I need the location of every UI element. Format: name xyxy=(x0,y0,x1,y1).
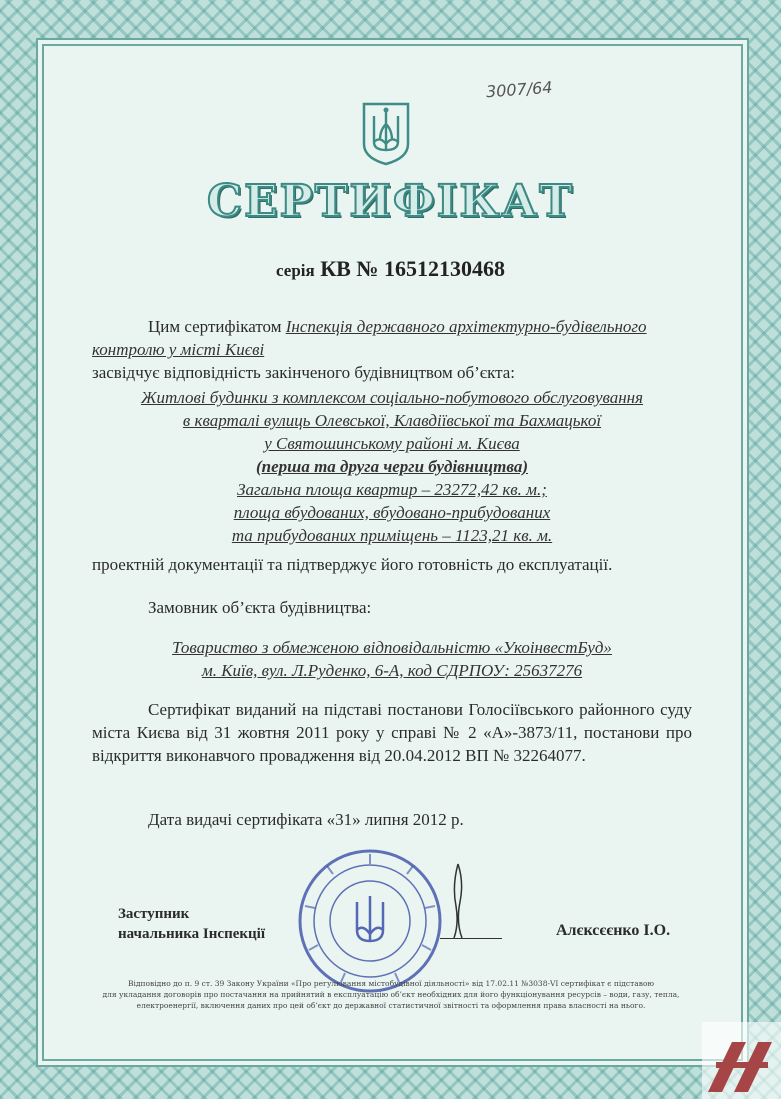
signatory-title-line2: начальника Інспекції xyxy=(118,926,265,942)
signatory-name: Алєксєєнко І.О. xyxy=(556,922,671,939)
footer-note xyxy=(90,978,692,1011)
corner-logo-icon xyxy=(702,1022,781,1099)
customer-label: Замовник об’єкта будівництва: xyxy=(148,598,372,617)
certificate-title: СЕРТИФІКАТ xyxy=(207,176,574,227)
object-line3: у Святошинському районі м. Києва xyxy=(264,434,520,453)
footer-line1: Відповідно до п. 9 ст. 39 Закону України «Про регулювання містобудівної діяльності» від 17.02.11 №3038-VI сертифікат є підставою xyxy=(128,979,654,988)
object-line7: та прибудованих приміщень – 1123,21 кв. м. xyxy=(231,526,553,545)
series-code: КВ № 16512130468 xyxy=(320,256,505,281)
signatory-title-line1: Заступник xyxy=(118,906,190,922)
handwritten-number: 3007/64 xyxy=(485,77,554,102)
object-line6: площа вбудованих, вбудовано-прибудованих xyxy=(233,503,551,522)
issuer-line1: Інспекція державного архітектурно-будівельного xyxy=(285,317,647,336)
signatory-title xyxy=(118,904,265,944)
footer-line3: електроенергії, включення даних про цей об’єкт до державної статистичної звітності та оформлення права власності на нього. xyxy=(136,1001,646,1010)
conformity-text: проектній документації та підтверджує його готовність до експлуатації. xyxy=(92,555,613,574)
basis-text: Сертифікат виданий на підставі постанови Голосіївського районного суду міста Києва від 31 жовтня 2011 року у справі № 2 «А»-3873/11, постанови про відкриття виконавчого провадження від 20.04.2012 ВП № 32264077. xyxy=(92,700,692,765)
issue-date: Дата видачі сертифіката «31» липня 2012 р. xyxy=(148,810,464,829)
series-label: серія xyxy=(276,261,315,280)
issuer-line2: контролю у місті Києві xyxy=(92,340,265,359)
object-line1: Житлові будинки з комплексом соціально-побутового обслуговування xyxy=(140,388,644,407)
object-line4: (перша та друга черги будівництва) xyxy=(256,457,528,476)
signature-icon xyxy=(448,862,468,940)
trident-emblem-icon xyxy=(360,100,412,166)
object-line2: в кварталі вулиць Олевської, Клавдіївської та Бахмацької xyxy=(182,411,602,430)
intro-line1 xyxy=(148,315,688,338)
series-number xyxy=(0,256,781,282)
customer-block xyxy=(92,636,692,682)
official-stamp-icon xyxy=(295,846,445,996)
intro-statement: засвідчує відповідність закінченого будівництвом об’єкта: xyxy=(92,363,516,382)
signature-line xyxy=(440,938,502,939)
intro-prefix: Цим сертифікатом xyxy=(148,317,282,336)
customer-name: Товариство з обмеженою відповідальністю «УкоінвестБуд» xyxy=(172,638,612,657)
customer-address: м. Київ, вул. Л.Руденко, 6-А, код СДРПОУ: 25637276 xyxy=(201,661,583,680)
object-line5: Загальна площа квартир – 23272,42 кв. м.; xyxy=(237,480,547,499)
object-block xyxy=(92,386,692,547)
footer-line2: для укладання договорів про постачання на прийнятий в експлуатацію об’єкт необхідних для його функціонування ресурсів – води, газу, тепла, xyxy=(102,990,680,999)
